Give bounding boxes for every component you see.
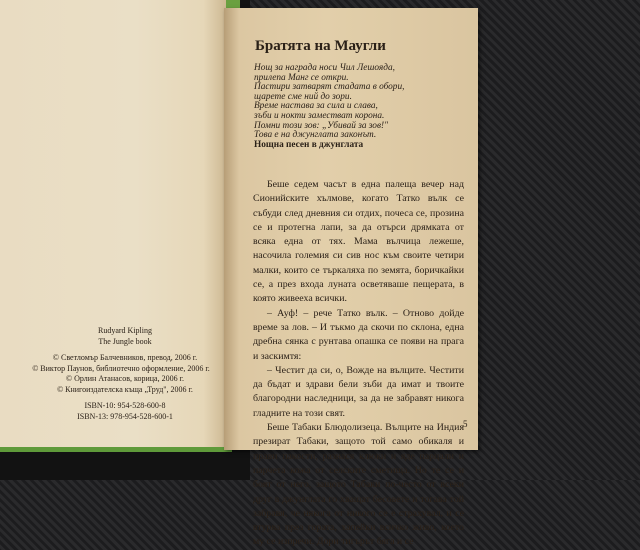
credit-line: © Орлин Атанасов, корица, 2006 г. [66, 374, 184, 383]
left-page [0, 0, 226, 447]
isbn-13: ISBN-13: 978-954-528-600-1 [77, 411, 173, 421]
poem-line: щарете сме ний до зори. [254, 91, 352, 102]
poem-line: Пастири затварят стадата в обори, [254, 82, 405, 93]
isbn-10: ISBN-10: 954-528-600-8 [84, 401, 166, 410]
paragraph: Беше Табаки Блюдолизеца. Вълците на Индия презират Табаки, защото той само обикаля и прави пакости, разнася клюки и яде парцали и парчета кожа от селските сметища. Но те се и боят от него, защото Табаки по-често от всеки друг в джунглата го хващат бесовете и тогава той забравя, че някога от никого се е страхувал, и се втурва през гората, хапейки всичко живо, което му се изпречи. Дори тигърът бяга и се [253, 422, 464, 548]
poem-line: зъби и нокти заместват корона. [254, 110, 385, 121]
body-text [253, 178, 464, 550]
poem-line: Това е на джунглата законът. [254, 130, 377, 141]
original-title: The Jungle book [98, 336, 152, 346]
epigraph-poem [254, 64, 404, 150]
poem-line: прилепа Манг се откри. [254, 72, 349, 83]
paragraph: – Ауф! – рече Татко вълк. – Отново дойде време за лов. – И тъкмо да скочи по склона, една дребна сянка с рунтава опашка се появи на прага и заскимтя: [253, 307, 464, 362]
page-number: 5 [463, 419, 468, 429]
credit-line: © Книгоиздателска къща „Труд", 2006 г. [57, 384, 193, 394]
imprint [30, 326, 220, 422]
poem-line: Нощ за награда носи Чил Лешояда, [254, 63, 395, 73]
poem-line: Време настава за сила и слава, [254, 101, 378, 112]
poem-source: Нощна песен в джунглата [254, 139, 364, 150]
paragraph: Беше седем часът в една палеща вечер над Сионийските хълмове, когато Татко вълк се събуди след дневния си отдих, почеса се, прозина се и протегна лапи, за да отърси дрямката от всяка една от тях. Мама вълчица лежеше, насочила големия си сив нос към своите четири малки, които се търкаляха по земята, боричкайки се, а през входа луната осветяваше пещерата, в която живееха всички. [253, 179, 464, 305]
credit-line: © Виктор Паунов, библиотечно оформление, 2006 г. [32, 363, 210, 373]
author: Rudyard Kipling [98, 326, 152, 335]
poem-line: Помни този зов: „Убивай за зов!" [254, 120, 388, 131]
chapter-title: Братята на Маугли [255, 38, 386, 54]
paragraph: – Честит да си, о, Вожде на вълците. Честити да бъдат и здрави бели зъби да имат и твоите благородни наследници, за да не забравят никога гладните на този свят. [253, 364, 464, 419]
credit-line: © Светломър Балчевников, превод, 2006 г. [52, 353, 198, 362]
